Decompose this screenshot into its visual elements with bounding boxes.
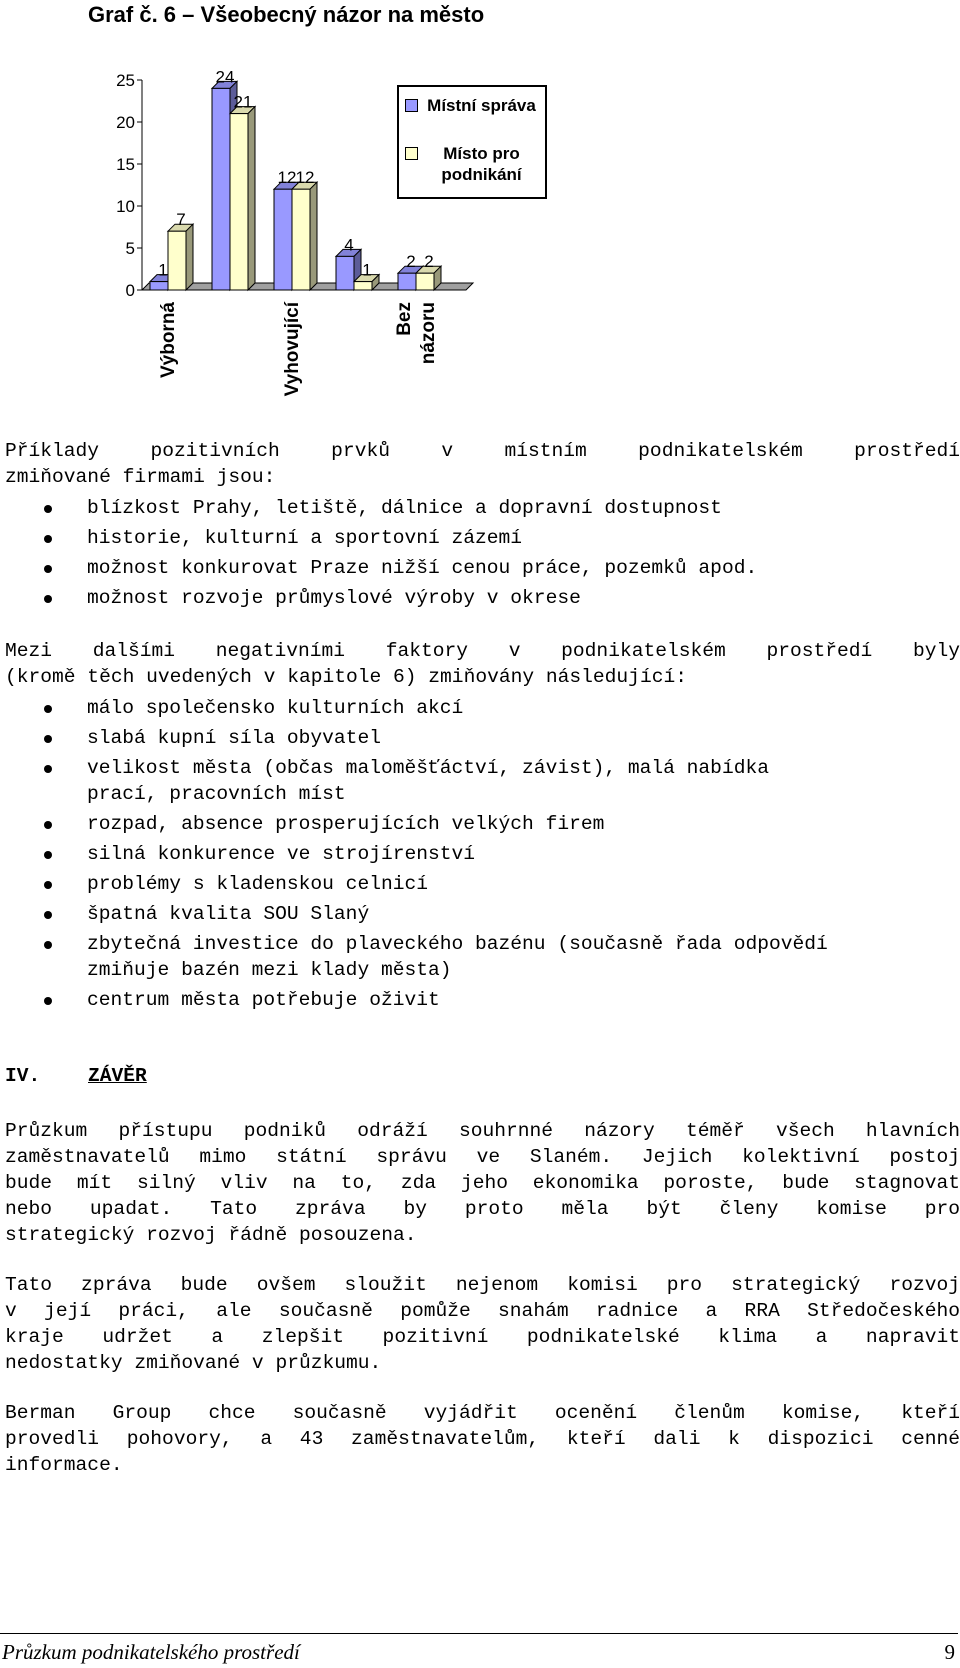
conclusion-paragraph-3 (5, 1400, 960, 1478)
conclusion-paragraph-1 (5, 1118, 960, 1248)
negative-intro (5, 638, 960, 690)
chart-legend (397, 85, 547, 199)
chart-title: Graf č. 6 – Všeobecný názor na město (88, 2, 485, 27)
list-item-text: historie, kulturní a sportovní zázemí (87, 527, 523, 549)
list-item (0, 871, 960, 897)
bar (230, 114, 248, 290)
bar (336, 256, 354, 290)
data-label: 2 (406, 252, 416, 272)
text-line: v její práci, ale současně pomůže snahám radnice a RRA Středočeského (5, 1300, 960, 1322)
y-tick-label: 25 (116, 71, 135, 90)
list-item (0, 931, 960, 983)
list-item (0, 811, 960, 837)
bar (212, 88, 230, 290)
list-item-text: silná konkurence ve strojírenství (87, 843, 476, 865)
data-label: 1 (362, 260, 372, 280)
y-tick-label: 0 (125, 281, 135, 300)
y-tick-label: 5 (125, 239, 135, 258)
list-item (0, 525, 960, 551)
positive-intro (5, 438, 960, 490)
text-line: kraje udržet a zlepšit pozitivní podnikatelské klima a napravit (5, 1326, 960, 1348)
bar (150, 282, 168, 290)
list-item (0, 585, 960, 611)
list-item-text: špatná kvalita SOU Slaný (87, 903, 370, 925)
page-number: 9 (944, 1640, 955, 1664)
list-item-text: centrum města potřebuje oživit (87, 989, 440, 1011)
bullet-icon (44, 705, 52, 713)
bullet-icon (44, 851, 52, 859)
bullet-icon (44, 765, 52, 773)
list-item (0, 841, 960, 867)
y-tick-label: 20 (116, 113, 135, 132)
list-item-text: málo společensko kulturních akcí (87, 697, 464, 719)
bar (398, 273, 416, 290)
text-line: Berman Group chce současně vyjádřit ocenění členům komise, kteří (5, 1402, 960, 1424)
text-line: zmiňované firmami jsou: (5, 466, 276, 488)
data-label: 4 (344, 235, 354, 255)
text-line: Mezi dalšími negativními faktory v podnikatelském prostředí byly (5, 640, 960, 662)
x-category-label: Vyhovující (282, 302, 303, 397)
list-item (0, 987, 960, 1013)
text-line: Průzkum přístupu podniků odráží souhrnné názory téměř všech hlavních (5, 1120, 960, 1142)
bullet-icon (44, 911, 52, 919)
y-tick-label: 10 (116, 197, 135, 216)
bullet-icon (44, 881, 52, 889)
list-item (0, 755, 960, 807)
data-label: 24 (215, 67, 235, 87)
text-line: informace. (5, 1454, 123, 1476)
text-line: Příklady pozitivních prvků v místním podnikatelském prostředí (5, 440, 960, 462)
data-label: 7 (176, 210, 186, 230)
bar (274, 189, 292, 290)
text-line: provedli pohovory, a 43 zaměstnavatelům, kteří dali k dispozici cenné (5, 1428, 960, 1450)
footer-divider (0, 1633, 958, 1634)
list-item-text: slabá kupní síla obyvatel (87, 727, 381, 749)
list-item-text: možnost konkurovat Praze nižší cenou práce, pozemků apod. (87, 557, 758, 579)
text-line: nedostatky zmiňované v průzkumu. (5, 1352, 382, 1374)
list-item-text: velikost města (občas maloměšťáctví, závist), malá nabídka prací, pracovních míst (87, 757, 769, 805)
x-category-label: Výborná (158, 302, 179, 379)
text-line: zaměstnavatelů mimo státní správu ve Slaném. Jejich kolektivní postoj (5, 1146, 960, 1168)
text-line: bude mít silný vliv na to, zda jeho ekonomika poroste, bude stagnovat (5, 1172, 960, 1194)
legend-swatch (405, 99, 418, 112)
conclusion-paragraph-2 (5, 1272, 960, 1376)
bullet-icon (44, 595, 52, 603)
data-label: 12 (295, 168, 315, 188)
list-item (0, 555, 960, 581)
list-item (0, 695, 960, 721)
legend-item-business-place (405, 143, 539, 185)
list-item-text: zbytečná investice do plaveckého bazénu (současně řada odpovědí zmiňuje bazén mezi klady města) (87, 933, 828, 981)
data-label: 2 (424, 252, 434, 272)
bullet-icon (44, 535, 52, 543)
data-label: 21 (233, 92, 253, 112)
text-line: Tato zpráva bude ovšem sloužit nejenom komisi pro strategický rozvoj (5, 1274, 960, 1296)
bar (354, 282, 372, 290)
bullet-icon (44, 821, 52, 829)
bar-side (248, 107, 255, 290)
bar (416, 273, 434, 290)
bullet-icon (44, 997, 52, 1005)
bar-side (310, 182, 317, 290)
y-tick-label: 15 (116, 155, 135, 174)
legend-label: Místní správa (427, 96, 536, 115)
bullet-icon (44, 941, 52, 949)
negative-list (0, 695, 960, 1017)
list-item-text: blízkost Prahy, letiště, dálnice a dopravní dostupnost (87, 497, 722, 519)
bullet-icon (44, 735, 52, 743)
bar (292, 189, 310, 290)
bullet-icon (44, 565, 52, 573)
positive-list (0, 495, 960, 615)
bar (168, 231, 186, 290)
data-label: 12 (277, 168, 297, 188)
text-line: strategický rozvoj řádně posouzena. (5, 1224, 417, 1246)
text-line: (kromě těch uvedených v kapitole 6) zmiňovány následující: (5, 666, 687, 688)
section-heading: ZÁVĚR (88, 1065, 147, 1087)
bullet-icon (44, 505, 52, 513)
list-item (0, 725, 960, 751)
x-category-label: názoru (418, 302, 439, 365)
section-number: IV. (5, 1065, 41, 1087)
footer-title: Průzkum podnikatelského prostředí (2, 1640, 300, 1664)
legend-swatch (405, 147, 418, 160)
list-item-text: problémy s kladenskou celnicí (87, 873, 428, 895)
list-item-text: možnost rozvoje průmyslové výroby v okrese (87, 587, 581, 609)
x-category-label: Bez (394, 302, 415, 336)
list-item (0, 901, 960, 927)
data-label: 1 (158, 260, 168, 280)
legend-item-local-admin (405, 95, 539, 116)
list-item (0, 495, 960, 521)
list-item-text: rozpad, absence prosperujících velkých firem (87, 813, 605, 835)
legend-label: Místo pro podnikání (441, 144, 522, 184)
bar-side (186, 224, 193, 290)
text-line: nebo upadat. Tato zpráva by proto měla být členy komise pro (5, 1198, 960, 1220)
